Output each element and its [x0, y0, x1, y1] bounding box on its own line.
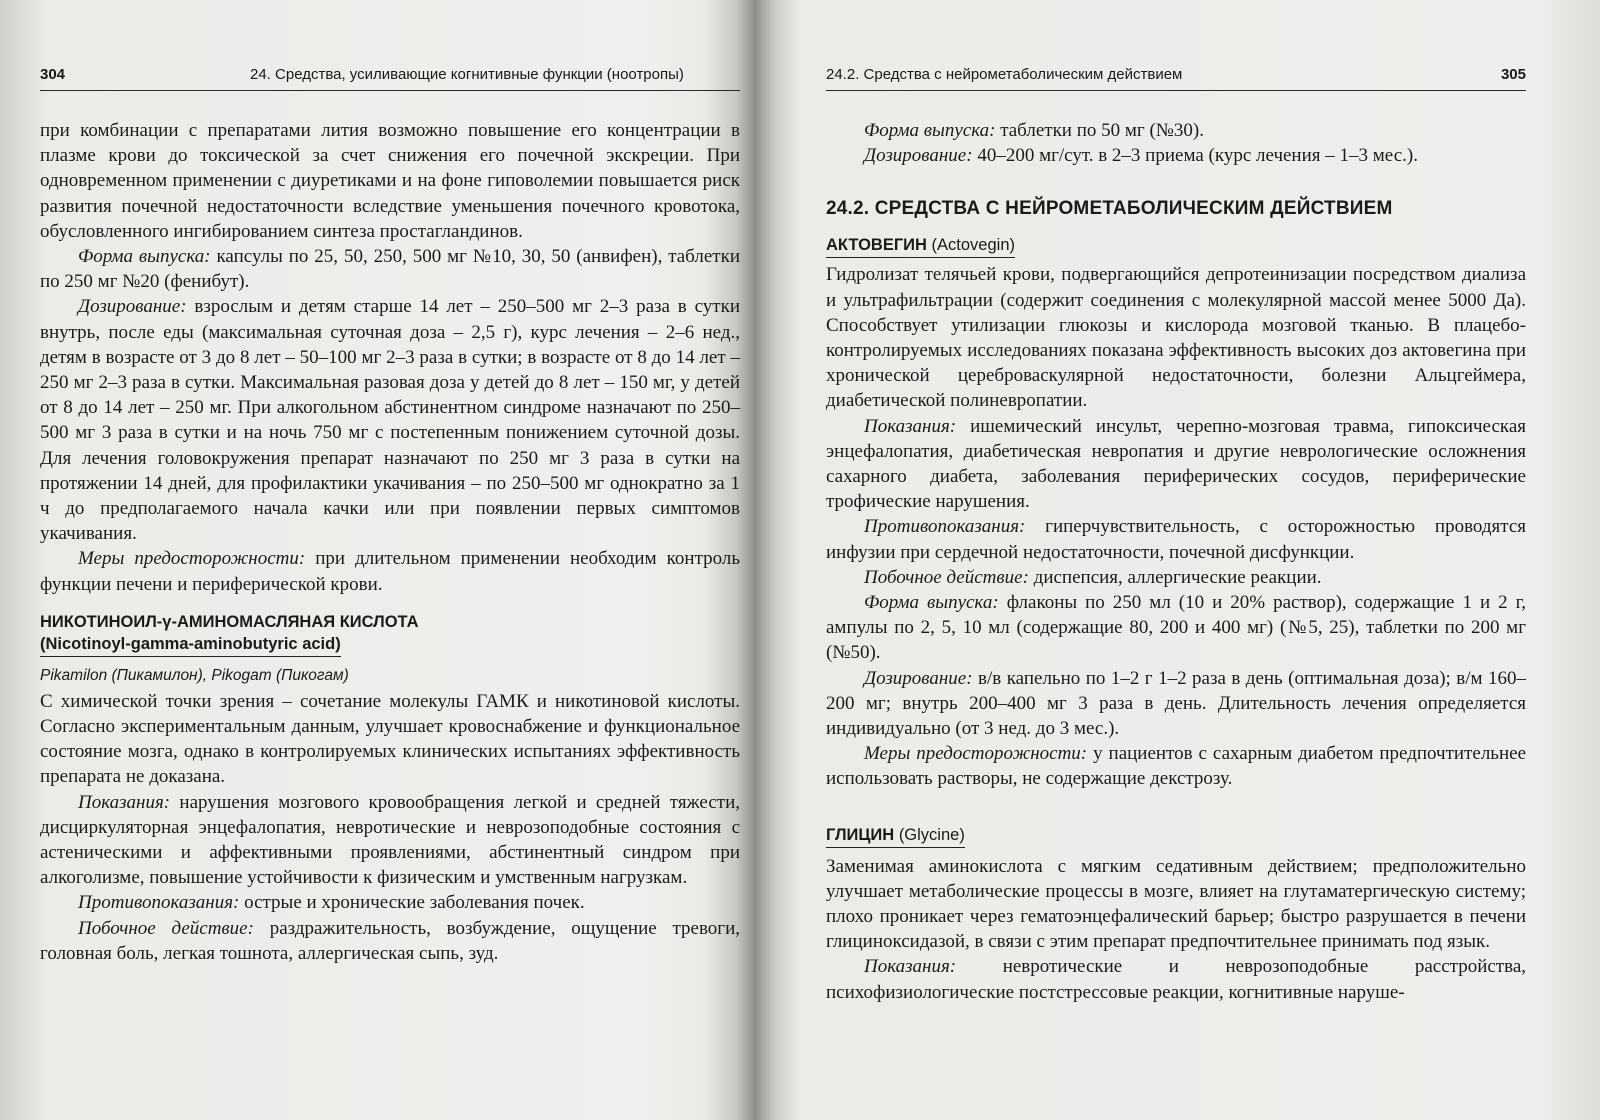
- field-label: Противопоказания:: [78, 892, 240, 914]
- left-page: [40, 0, 740, 1120]
- field-label: Меры предосторожности:: [864, 743, 1088, 765]
- field-text: при длительном применении необходим контроль функции печени и периферической крови.: [40, 548, 740, 595]
- section-header: 24.2. Средства с нейрометаболическим действием: [826, 66, 1183, 83]
- drug-heading: [826, 824, 1526, 848]
- field-text: острые и хронические заболевания почек.: [244, 892, 585, 914]
- field-text: флаконы по 250 мл (10 и 20% раствор), содержащие 1 и 2 г, ампулы по 2, 5, 10 мл (содержащие 80, 200 и 400 мг) (№5, 25), таблетки по 200 мг (№50).: [826, 592, 1527, 664]
- field-label: Побочное действие:: [78, 917, 254, 939]
- indications-paragraph: [826, 954, 1526, 1004]
- field-label: Показания:: [864, 956, 957, 978]
- field-label: Дозирование:: [78, 296, 187, 318]
- field-text: у пациентов с сахарным диабетом предпочтительнее использовать растворы, не содержащие декстрозу.: [826, 743, 1527, 790]
- field-text: раздражительность, возбуждение, ощущение тревоги, головная боль, легкая тошнота, аллергическая сыпь, зуд.: [40, 917, 740, 964]
- side-effects-paragraph: [826, 565, 1526, 590]
- field-label: Противопоказания:: [864, 516, 1026, 538]
- running-head-right: [826, 66, 1526, 91]
- page-number: 304: [40, 66, 66, 83]
- drug-description: С химической точки зрения – сочетание молекулы ГАМК и никотиновой кислоты. Согласно экспериментальным данным, улучшает кровоснабжение и функциональное состояние мозга, однако в контролируемых клинических испытаниях эффективность препарата не доказана.: [40, 690, 740, 788]
- field-text: взрослым и детям старше 14 лет – 250–500 мг 2–3 раза в сутки внутрь, после еды (максимальная суточная доза – 2,5 г), курс лечения – 2–6 нед., детям в возрасте от 3 до 8 лет – 50–100 мг 2–3 раза в сутки; в возрасте от 8 до 14 лет – 250 мг 2–3 раза в сутки. Максимальная разовая доза у детей до 8 лет – 150 мг, у детей от 8 до 14 лет – 250 мг. При алкогольном абстинентном синдроме назначают по 250–500 мг 3 раза в сутки и на ночь 750 мг с постепенным понижением суточной дозы. Для лечения головокружения препарат назначают по 250 мг 3 раза в сутки на протяжении 14 дней, для профилактики укачивания – по 250–500 мг однократно за 1 ч до предполагаемого начала качки или при появлении первых симптомов укачивания.: [40, 296, 740, 545]
- drug-heading: [40, 611, 740, 657]
- release-form-paragraph: [826, 590, 1526, 666]
- drug-title: ГЛИЦИН: [826, 825, 895, 844]
- dosage-paragraph: [826, 143, 1526, 168]
- field-text: 40–200 мг/сут. в 2–3 приема (курс лечения – 1–3 мес.).: [977, 145, 1418, 167]
- drug-title: НИКОТИНОИЛ-γ-АМИНОМАСЛЯНАЯ КИСЛОТА: [40, 612, 419, 631]
- side-effects-paragraph: [40, 916, 740, 966]
- field-text: нарушения мозгового кровообращения легкой и средней тяжести, дисциркуляторная энцефалопатия, невротические и неврозоподобные состояния с астеническими и аффективными проявлениями, абстинентный синдром при алкоголизме, повышение устойчивости к физическим и умственным нагрузкам.: [40, 791, 740, 889]
- right-page-body: [826, 118, 1526, 1005]
- field-text: в/в капельно по 1–2 г 1–2 раза в день (оптимальная доза); в/м 160–200 мг; внутрь 200–400 мг 3 раза в день. Длительность лечения определяется индивидуально (от 3 нед. до 3 мес.).: [826, 667, 1527, 740]
- release-form-paragraph: [826, 118, 1526, 143]
- field-text: таблетки по 50 мг (№30).: [1000, 120, 1204, 141]
- drug-heading-underline: [826, 234, 1015, 258]
- precautions-paragraph: [826, 741, 1526, 791]
- spacer: [826, 792, 1526, 810]
- field-label: Дозирование:: [864, 667, 973, 689]
- trade-names: Pikamilon (Пикамилон), Pikogam (Пикогам): [40, 666, 349, 684]
- drug-description: Гидролизат телячьей крови, подвергающийся депротеинизации посредством диализа и ультрафильтрации (содержит соединения с молекулярной массой менее 5000 Да). Способствует утилизации глюкозы и кислорода мозговой тканью. В плацебо-контролируемых исследованиях показана эффективность высоких доз актовегина при хронической цереброваскулярной недостаточности, болезни Альцгеймера, диабетической полиневропатии.: [826, 264, 1526, 412]
- field-text: невротические и неврозоподобные расстройства, психофизиологические постстрессовые реакции, когнитивные наруше-: [826, 956, 1526, 1003]
- chapter-header: 24. Средства, усиливающие когнитивные функции (ноотропы): [250, 66, 684, 83]
- section-title: 24.2. СРЕДСТВА С НЕЙРОМЕТАБОЛИЧЕСКИМ ДЕЙСТВИЕМ: [826, 198, 1393, 220]
- field-label: Форма выпуска:: [864, 592, 999, 614]
- field-label: Дозирование:: [864, 145, 973, 167]
- field-label: Побочное действие:: [864, 566, 1029, 588]
- dosage-paragraph: [826, 666, 1526, 742]
- indications-paragraph: [40, 790, 740, 891]
- left-page-body: [40, 118, 740, 966]
- field-text: капсулы по 25, 50, 250, 500 мг №10, 30, 50 (анвифен), таблетки по 250 мг №20 (фенибут).: [40, 246, 740, 293]
- contraindications-paragraph: [826, 514, 1526, 564]
- field-text: ишемический инсульт, черепно-мозговая травма, гипоксическая энцефалопатия, диабетическая невропатия и другие неврологические осложнения сахарного диабета, заболевания периферических сосудов, периферические трофические нарушения.: [826, 415, 1527, 513]
- field-label: Форма выпуска:: [864, 120, 996, 141]
- field-text: диспепсия, аллергические реакции.: [1033, 566, 1322, 588]
- paragraph: при комбинации с препаратами лития возможно повышение его концентрации в плазме крови до токсической за счет снижения его почечной экскреции. При одновременном применении с диуретиками и на фоне гиповолемии повышается риск развития почечной недостаточности вследствие уменьшения почечного кровотока, обусловленного ингибированием синтеза простагландинов.: [40, 120, 740, 242]
- field-label: Показания:: [78, 791, 171, 813]
- right-page: [826, 0, 1526, 1120]
- field-label: Показания:: [864, 415, 957, 437]
- field-label: Форма выпуска:: [78, 246, 211, 268]
- drug-latin-name: (Glycine): [898, 825, 965, 844]
- drug-title: АКТОВЕГИН: [826, 236, 927, 255]
- running-head-left: [40, 66, 740, 91]
- release-form-paragraph: [40, 244, 740, 294]
- page-number: 305: [1500, 66, 1526, 83]
- field-text: гиперчувствительность, с осторожностью проводятся инфузии при сердечной недостаточности, почечной дисфункции.: [826, 516, 1526, 563]
- drug-latin-name: (Actovegin): [931, 236, 1015, 255]
- drug-heading: [826, 234, 1526, 258]
- dosage-paragraph: [40, 294, 740, 546]
- drug-heading-underline: [826, 824, 965, 848]
- indications-paragraph: [826, 414, 1526, 515]
- drug-description: Заменимая аминокислота с мягким седативным действием; предположительно улучшает метаболические процессы в мозге, влияет на глутаматергическую систему; плохо проникает через гематоэнцефалический барьер; быстро разрушается в печени глициноксидазой, в связи с этим препарат предпочтительнее принимать под язык.: [826, 855, 1526, 953]
- drug-latin-name: (Nicotinoyl-gamma-aminobutyric acid): [40, 633, 341, 657]
- precautions-paragraph: [40, 546, 740, 596]
- contraindications-paragraph: [40, 890, 740, 915]
- field-label: Меры предосторожности:: [78, 548, 306, 570]
